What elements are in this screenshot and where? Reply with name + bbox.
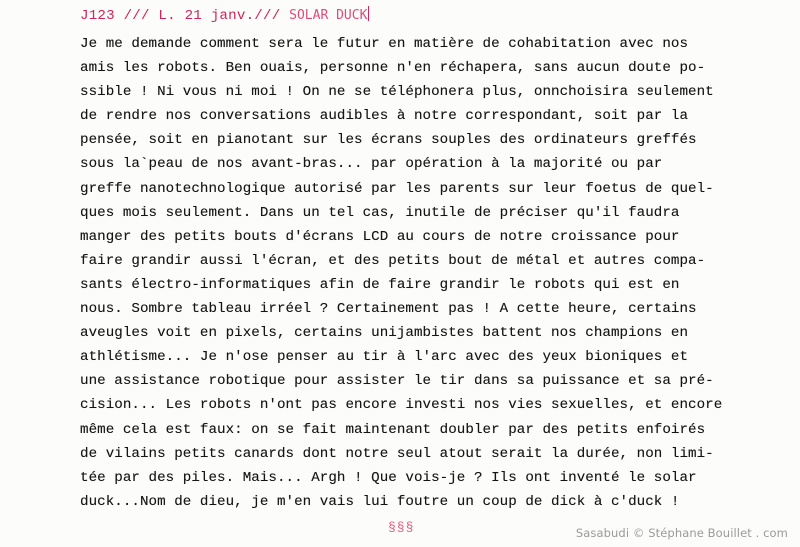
text-line: de rendre nos conversations audibles à notre correspondant, soit par la	[80, 108, 689, 125]
signature-mark: §§§	[388, 520, 415, 535]
text-line: faire grandir aussi l'écran, et des petits bout de métal et autres compa-	[80, 252, 706, 269]
body-text	[80, 32, 795, 514]
text-line: Je me demande comment sera le futur en matière de cohabitation avec nos	[80, 36, 689, 52]
text-line: athlétisme... Je n'ose penser au tir à l'arc avec des yeux bioniques et	[80, 349, 689, 366]
text-line: cision... Les robots n'ont pas encore investi nos vies sexuelles, et encore	[80, 397, 723, 414]
text-line: même cela est faux: on se fait maintenant doubler par des petits enfoirés	[80, 421, 706, 438]
text-line: ssible ! Ni vous ni moi ! On ne se téléphonera plus, onnchoisira seulement	[80, 84, 714, 101]
text-line: sous la`peau de nos avant-bras... par opération à la majorité ou par	[80, 156, 663, 173]
text-line: une assistance robotique pour assister le tir dans sa puissance et sa pré-	[80, 373, 714, 390]
header-reference: J123 /// L. 21 janv.///	[80, 8, 290, 24]
page-header	[80, 6, 369, 28]
text-line: greffe nanotechnologique autorisé par les parents sur leur foetus de quel-	[80, 180, 714, 197]
text-line: pensée, soit en pianotant sur les écrans souples des ordinateurs greffés	[80, 132, 697, 149]
text-line: duck...Nom de dieu, je m'en vais lui foutre un coup de dick à c'duck !	[80, 493, 680, 510]
text-line: ques mois seulement. Dans un tel cas, inutile de préciser qu'il faudra	[80, 204, 680, 221]
text-line: manger des petits bouts d'écrans LCD au cours de notre croissance pour	[80, 228, 680, 245]
text-line: de vilains petits canards dont notre seul atout serait la durée, non limi-	[80, 445, 714, 462]
text-cursor	[368, 6, 369, 21]
text-line: nous. Sombre tableau irréel ? Certainement pas ! A cette heure, certains	[80, 301, 697, 318]
text-line: tée par des piles. Mais... Argh ! Que vois-je ? Ils ont inventé le solar	[80, 469, 697, 486]
text-line: amis les robots. Ben ouais, personne n'en réchapera, sans aucun doute po-	[80, 60, 706, 77]
text-line: sants électro-informatiques afin de faire grandir le robots qui est en	[80, 276, 680, 293]
header-title: SOLAR DUCK	[289, 8, 368, 23]
text-line: aveugles voit en pixels, certains unijambistes battent nos champions en	[80, 325, 689, 342]
copyright-watermark: Sasabudi © Stéphane Bouillet . com	[575, 526, 788, 540]
